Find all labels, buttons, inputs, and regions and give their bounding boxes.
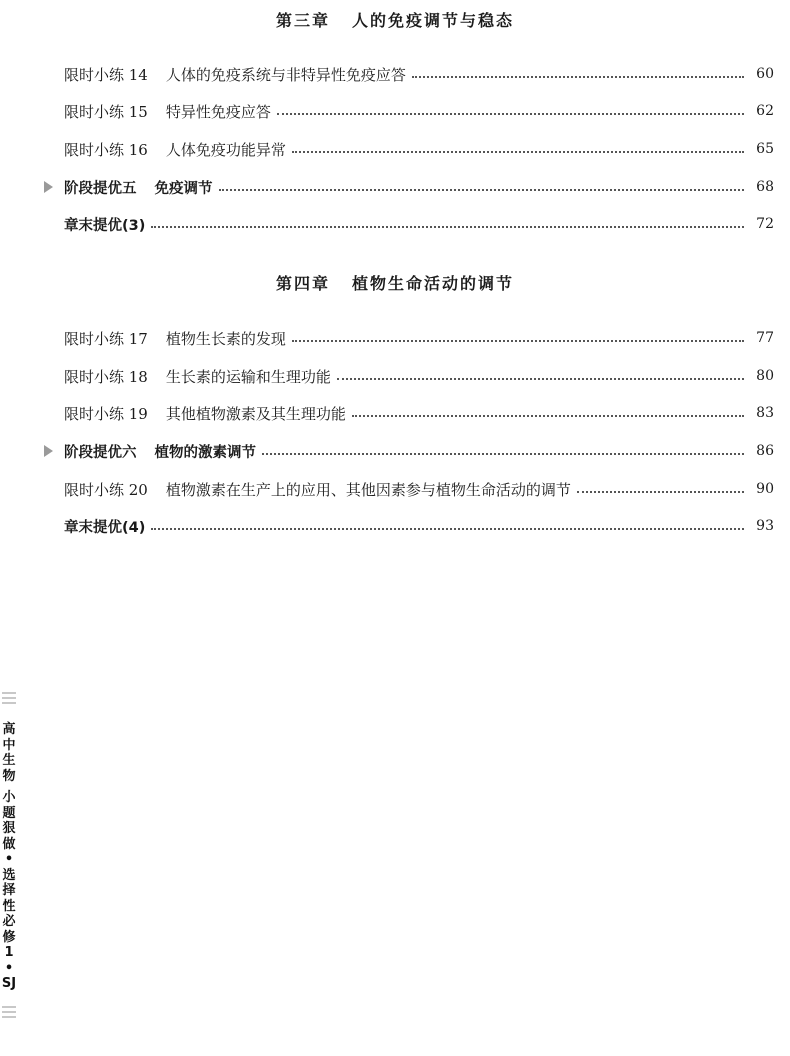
toc-page: 83 [756, 405, 774, 421]
toc-row[interactable] [64, 402, 774, 424]
toc-row-stage-review[interactable] [64, 440, 774, 462]
toc-code: 限时小练 16 [64, 140, 148, 159]
toc-page: 62 [756, 103, 774, 119]
toc-code: 限时小练 15 [64, 102, 148, 121]
toc-title: 免疫调节 [154, 180, 213, 197]
toc-row[interactable] [64, 100, 774, 122]
side-book-label [0, 692, 18, 1056]
side-char: 题 [2, 805, 16, 821]
toc-page: 60 [756, 66, 774, 82]
leader-dots [412, 75, 744, 78]
toc-code: 限时小练 20 [64, 480, 148, 499]
leader-dots [292, 339, 744, 342]
side-char: 选 [2, 867, 16, 883]
toc-page: 72 [756, 216, 774, 232]
toc-page: 90 [756, 481, 774, 497]
leader-dots [262, 452, 744, 455]
chapter-4-heading [0, 271, 790, 294]
side-char: 中 [2, 737, 16, 753]
side-char: 择 [2, 883, 16, 898]
toc-title: 人体的免疫系统与非特异性免疫应答 [165, 65, 406, 84]
side-char: 修 [2, 929, 16, 945]
side-dot: • [4, 852, 14, 867]
toc-title: 植物的激素调节 [154, 444, 256, 461]
leader-dots [219, 188, 745, 191]
toc-title: 特异性免疫应答 [165, 102, 271, 121]
triangle-marker-icon [44, 181, 53, 193]
side-decoration-top [2, 692, 16, 704]
toc-code: 章末提优(3) [64, 217, 146, 234]
side-char: 物 [2, 768, 16, 784]
chapter-4-title: 植物生命活动的调节 [352, 274, 515, 293]
toc-code: 限时小练 17 [64, 329, 148, 348]
toc-row-chapter-review[interactable] [64, 515, 774, 537]
toc-page: 86 [756, 443, 774, 459]
toc-row[interactable] [64, 327, 774, 349]
toc-code: 限时小练 14 [64, 65, 148, 84]
toc-code: 章末提优(4) [64, 519, 146, 536]
side-dot: • [4, 960, 14, 976]
toc-code: 阶段提优六 [64, 444, 137, 461]
side-char: 性 [2, 898, 16, 914]
triangle-marker-icon [44, 445, 53, 457]
chapter-4-number: 第四章 [275, 274, 330, 293]
toc-page: 77 [756, 330, 774, 346]
leader-dots [151, 225, 744, 228]
side-char: 狠 [2, 821, 16, 836]
toc-page: 65 [756, 141, 774, 157]
side-char: 必 [2, 914, 16, 929]
toc-title: 植物生长素的发现 [165, 329, 286, 348]
side-char: 1 [4, 945, 14, 960]
chapter-3-number: 第三章 [275, 11, 330, 30]
toc-row[interactable] [64, 365, 774, 387]
toc-row[interactable] [64, 63, 774, 85]
side-char: 小 [2, 790, 16, 805]
toc-title: 其他植物激素及其生理功能 [165, 404, 346, 423]
toc-page: 68 [756, 179, 774, 195]
leader-dots [352, 414, 744, 417]
toc-row-chapter-review[interactable] [64, 213, 774, 235]
leader-dots [577, 490, 744, 493]
toc-title: 植物激素在生产上的应用、其他因素参与植物生命活动的调节 [165, 480, 571, 499]
leader-dots [337, 377, 744, 380]
side-decoration-bottom [2, 1006, 16, 1018]
chapter-3-title: 人的免疫调节与稳态 [352, 11, 515, 30]
toc-code: 限时小练 18 [64, 367, 148, 386]
leader-dots [277, 112, 744, 115]
side-edition: SJ [1, 976, 17, 991]
leader-dots [151, 527, 744, 530]
toc-title: 人体免疫功能异常 [165, 140, 286, 159]
toc-code: 限时小练 19 [64, 404, 148, 423]
toc-page: 93 [756, 518, 774, 534]
toc-row[interactable] [64, 478, 774, 500]
toc-row-stage-review[interactable] [64, 176, 774, 198]
chapter-3-heading [0, 8, 790, 31]
side-label-text [0, 722, 18, 992]
toc-title: 生长素的运输和生理功能 [165, 367, 331, 386]
toc-row[interactable] [64, 138, 774, 160]
side-char: 生 [2, 753, 16, 768]
side-char: 高 [2, 722, 16, 737]
toc-page: 80 [756, 368, 774, 384]
toc-code: 阶段提优五 [64, 180, 137, 197]
leader-dots [292, 150, 744, 153]
side-char: 做 [2, 836, 16, 852]
